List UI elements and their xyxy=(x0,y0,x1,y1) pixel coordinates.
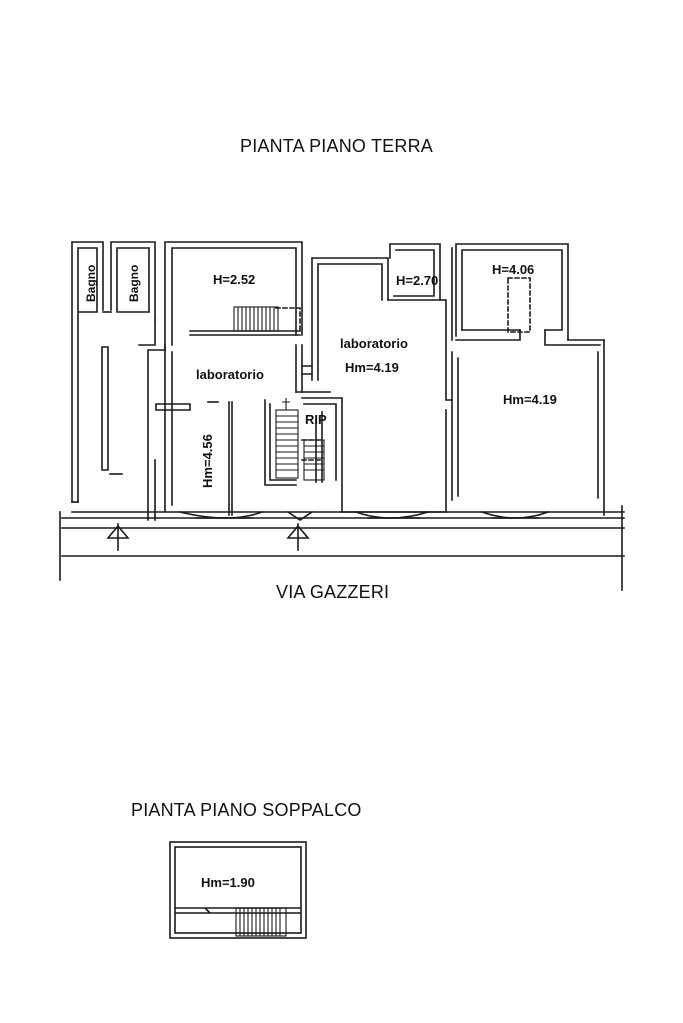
storage-height-label: H=2.52 xyxy=(213,272,256,287)
lab-center-height-label: Hm=4.19 xyxy=(345,360,399,375)
facade-walls xyxy=(60,506,624,590)
back-room-height-label: H=4.06 xyxy=(492,262,535,277)
lab-left-label: laboratorio xyxy=(196,367,264,382)
ripostiglio-label: RIP xyxy=(305,412,327,427)
lab-left-height-label: Hm=4.56 xyxy=(200,434,215,488)
mezzanine-title: PIANTA PIANO SOPPALCO xyxy=(131,800,362,820)
street-name: VIA GAZZERI xyxy=(276,582,390,602)
storage-room-walls xyxy=(165,242,302,350)
small-room-height-label: H=2.70 xyxy=(396,273,439,288)
right-room-walls xyxy=(452,340,604,515)
bagno-2-label: Bagno xyxy=(127,264,141,302)
bagno-1-label: Bagno xyxy=(84,264,98,302)
corridor-walls xyxy=(72,312,165,520)
lab-center-label: laboratorio xyxy=(340,336,408,351)
ground-floor-title: PIANTA PIANO TERRA xyxy=(240,136,433,156)
right-room-height-label: Hm=4.19 xyxy=(503,392,557,407)
dashed-features xyxy=(276,278,530,460)
door-small xyxy=(302,366,312,374)
staircase-upper xyxy=(234,307,278,331)
mezzanine-height-label: Hm=1.90 xyxy=(201,875,255,890)
